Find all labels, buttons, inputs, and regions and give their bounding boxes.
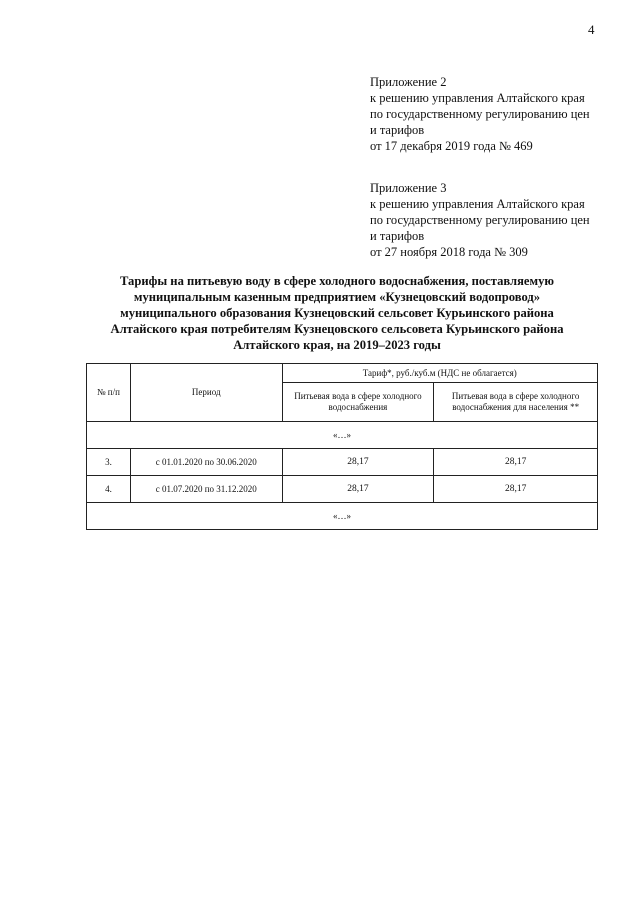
appendix-2-line: к решению управления Алтайского края	[370, 91, 585, 105]
cell-tariff-b: 28,17	[434, 449, 598, 476]
appendix-2-line: и тарифов	[370, 123, 425, 137]
title-line: Тарифы на питьевую воду в сфере холодного водоснабжения, поставляемую	[119, 274, 555, 288]
appendix-3-line: по государственному регулированию цен	[370, 213, 590, 227]
appendix-3-line: и тарифов	[370, 229, 425, 243]
header-col-b: Питьевая вода в сфере холодного водоснабжения для населения **	[434, 383, 598, 422]
table-row	[87, 449, 598, 476]
cell-period: с 01.01.2020 по 30.06.2020	[130, 449, 282, 476]
document-title	[80, 273, 594, 353]
title-line: Алтайского края, на 2019–2023 годы	[233, 338, 441, 352]
header-period: Период	[130, 364, 282, 422]
cell-tariff-b: 28,17	[434, 476, 598, 503]
cell-period: с 01.07.2020 по 31.12.2020	[130, 476, 282, 503]
title-line: муниципальным казенным предприятием «Кузнецовский водопровод»	[133, 290, 541, 304]
header-num: № п/п	[87, 364, 131, 422]
appendix-3-line: от 27 ноября 2018 года № 309	[370, 245, 528, 259]
title-line: Алтайского края потребителям Кузнецовского сельсовета Курьинского района	[110, 322, 564, 336]
header-col-a: Питьевая вода в сфере холодного водоснабжения	[282, 383, 434, 422]
page-number: 4	[588, 22, 595, 37]
appendix-2-line: Приложение 2	[370, 75, 447, 89]
cell-num: 3.	[87, 449, 131, 476]
cell-tariff-a: 28,17	[282, 476, 434, 503]
ellipsis-cell: «…»	[87, 503, 598, 530]
table-ellipsis-row	[87, 503, 598, 530]
appendix-3-line: Приложение 3	[370, 181, 447, 195]
appendix-2-header	[370, 74, 620, 154]
appendix-3-line: к решению управления Алтайского края	[370, 197, 585, 211]
table-header-row	[87, 364, 598, 383]
appendix-2-line: от 17 декабря 2019 года № 469	[370, 139, 533, 153]
cell-num: 4.	[87, 476, 131, 503]
ellipsis-cell: «…»	[87, 422, 598, 449]
table-ellipsis-row	[87, 422, 598, 449]
title-line: муниципального образования Кузнецовский сельсовет Курьинского района	[120, 306, 554, 320]
tariff-table	[86, 363, 598, 530]
appendix-2-line: по государственному регулированию цен	[370, 107, 590, 121]
header-tariff-group: Тариф*, руб./куб.м (НДС не облагается)	[282, 364, 597, 383]
appendix-3-header	[370, 180, 620, 260]
cell-tariff-a: 28,17	[282, 449, 434, 476]
table-row	[87, 476, 598, 503]
